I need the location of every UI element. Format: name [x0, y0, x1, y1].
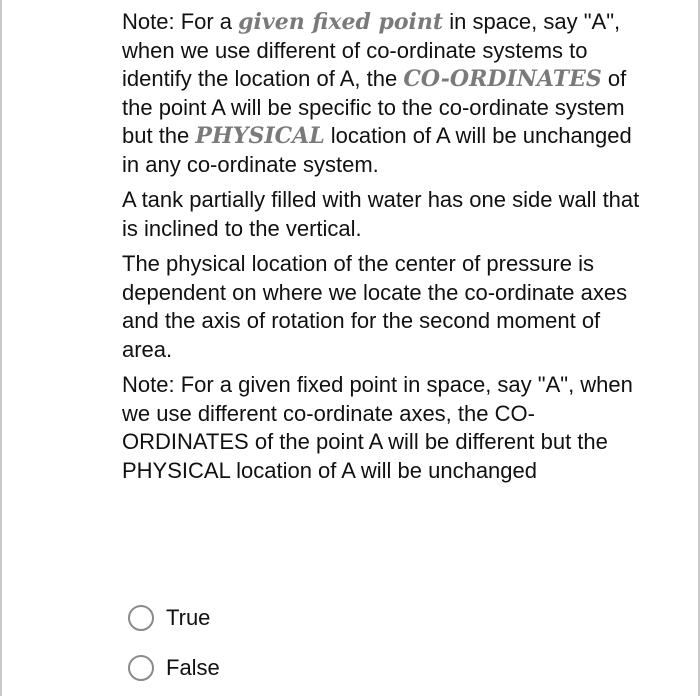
- radio-true[interactable]: [128, 605, 154, 631]
- option-false-label: False: [166, 655, 220, 680]
- option-true[interactable]: [128, 600, 220, 636]
- emphasis-given-fixed-point: given fixed point: [238, 9, 444, 35]
- radio-false[interactable]: [128, 655, 154, 681]
- note-mid-1: in space, say "A", when we use different of co-ordinate systems to identify the location of A, the: [122, 9, 621, 91]
- note-prefix: Note: For a: [122, 9, 233, 34]
- question-text: [122, 8, 642, 492]
- note-paragraph: [122, 8, 642, 179]
- emphasis-coordinates: CO-ORDINATES: [403, 66, 602, 92]
- note-mid-2: of the point A will be specific to the co-ordinate system but the: [122, 66, 627, 148]
- tank-paragraph: A tank partially filled with water has one side wall that is inclined to the vertical.: [122, 187, 640, 241]
- note-suffix: location of A will be unchanged in any co-ordinate system.: [122, 123, 632, 177]
- option-false[interactable]: [128, 650, 220, 686]
- option-true-label: True: [166, 605, 211, 630]
- answer-options: [128, 600, 220, 700]
- statement-paragraph: Note: For a given fixed point in space, say "A", when we use different co-ordinate axes, the CO-ORDINATES of the point A will be different but the PHYSICAL location of A will be unchanged: [122, 372, 633, 483]
- emphasis-physical: PHYSICAL: [195, 123, 325, 149]
- center-of-pressure-paragraph: The physical location of the center of pressure is dependent on where we locate the co-ordinate axes and the axis of rotation for the second moment of area.: [122, 251, 628, 362]
